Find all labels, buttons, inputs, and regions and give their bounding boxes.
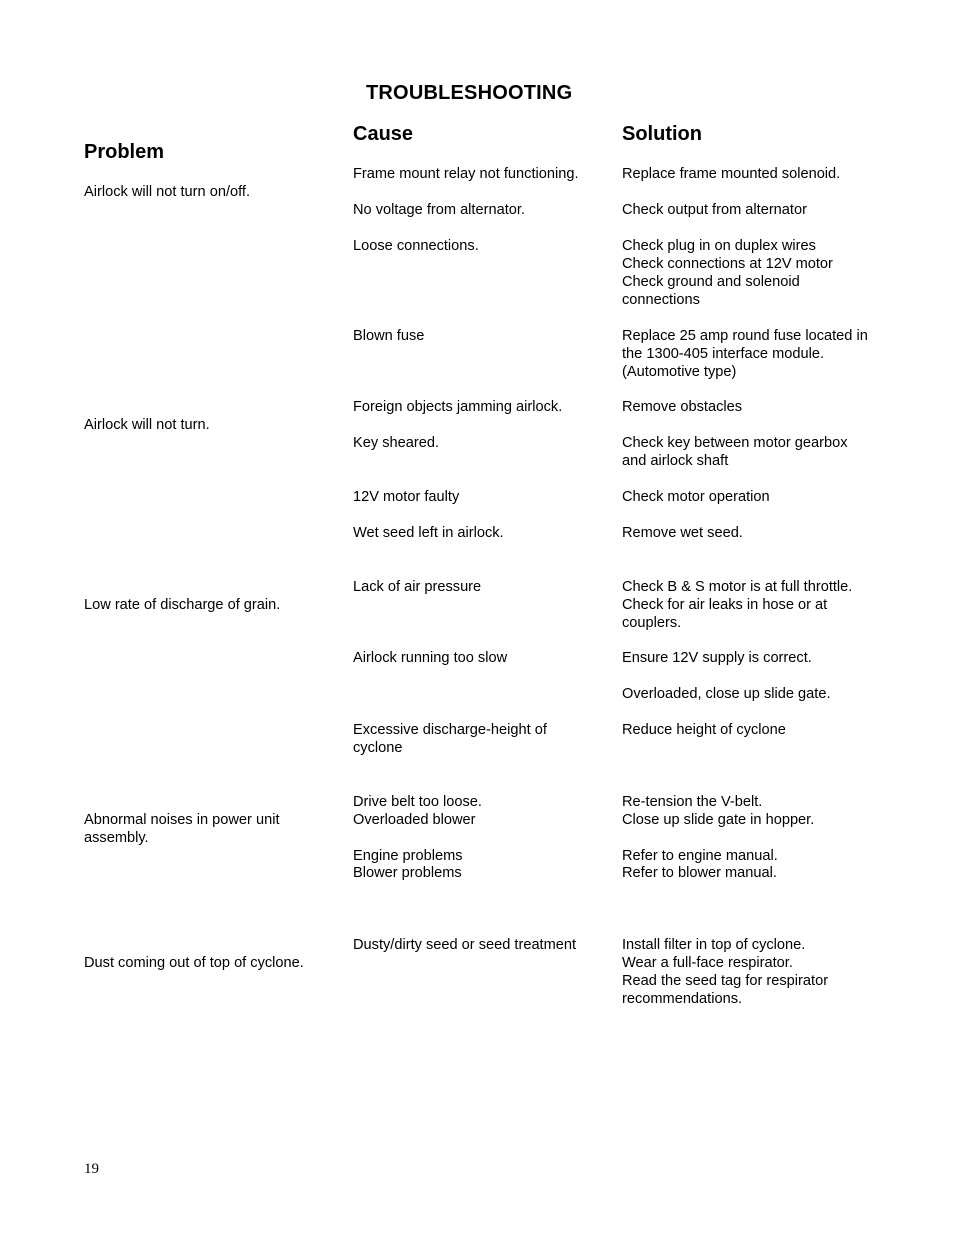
cause-item: Airlock running too slow [353,650,508,666]
solution-item: Check output from alternator [622,202,807,218]
cause-item: Loose connections. [353,238,479,254]
cause-item: Dusty/dirty seed or seed treatment [353,937,577,953]
problem-item: Airlock will not turn. [84,417,210,433]
solution-item: Ensure 12V supply is correct. [622,650,812,666]
problem-item: Airlock will not turn on/off. [84,184,251,200]
problem-header: Problem [84,141,165,163]
solution-header: Solution [622,123,702,145]
solution-item: Reduce height of cyclone [622,722,786,738]
cause-item: 12V motor faulty [353,489,460,505]
problem-item: Abnormal noises in power unit assembly. [84,812,280,846]
cause-item: Key sheared. [353,435,439,451]
cause-item: Engine problems [353,848,463,864]
cause-item: Foreign objects jamming airlock. [353,399,563,415]
solution-item: Close up slide gate in hopper. [622,812,815,828]
cause-item: Blown fuse [353,328,425,344]
solution-item: Replace 25 amp round fuse located in the 1300-405 interface module. (Automotive type) [622,328,868,380]
solution-item: Check B & S motor is at full throttle. [622,579,853,595]
cause-item: Blower problems [353,865,462,881]
cause-item: Lack of air pressure [353,579,482,595]
cause-item: Drive belt too loose. [353,794,482,810]
cause-item: Frame mount relay not functioning. [353,166,579,182]
solution-item: Refer to blower manual. [622,865,777,881]
solution-item: Refer to engine manual. [622,848,778,864]
page-title: TROUBLESHOOTING [366,82,573,104]
solution-item: Install filter in top of cyclone. [622,937,806,953]
cause-item: Excessive discharge-height of cyclone [353,722,547,756]
solution-item: Check connections at 12V motor [622,256,833,272]
page-number: 19 [84,1161,99,1177]
solution-item: Replace frame mounted solenoid. [622,166,841,182]
solution-item: Check plug in on duplex wires [622,238,816,254]
solution-item: Check key between motor gearbox and airlock shaft [622,435,848,469]
solution-item: Remove wet seed. [622,525,743,541]
solution-item: Check motor operation [622,489,770,505]
cause-header: Cause [353,123,414,145]
solution-item: Check for air leaks in hose or at couplers. [622,597,828,631]
cause-item: No voltage from alternator. [353,202,525,218]
problem-item: Low rate of discharge of grain. [84,597,281,613]
cause-item: Wet seed left in airlock. [353,525,504,541]
problem-item: Dust coming out of top of cyclone. [84,955,304,971]
solution-item: Overloaded, close up slide gate. [622,686,831,702]
solution-item: Remove obstacles [622,399,743,415]
solution-item: Read the seed tag for respirator recommendations. [622,973,829,1007]
cause-item: Overloaded blower [353,812,476,828]
solution-item: Wear a full-face respirator. [622,955,793,971]
solution-item: Re-tension the V-belt. [622,794,763,810]
solution-item: Check ground and solenoid connections [622,274,800,308]
